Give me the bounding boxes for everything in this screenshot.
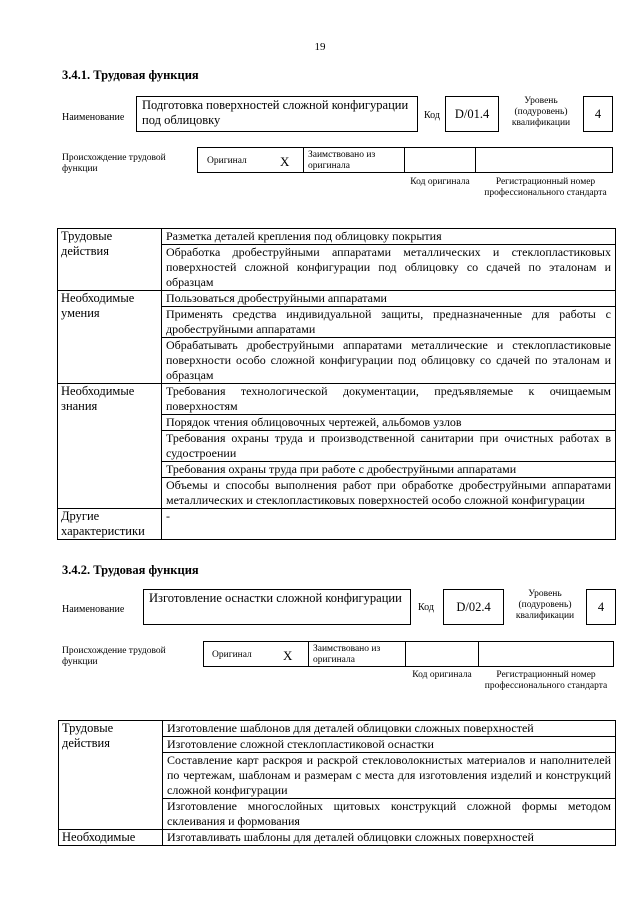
level-label: Уровень (подуровень) квалификации: [515, 589, 575, 621]
row-category: Необходимые знания: [58, 384, 162, 509]
table-row: [58, 229, 616, 245]
row-item: Требования охраны труда при работе с дробеструйными аппаратами: [162, 462, 616, 478]
row-item: Требования охраны труда и производственной санитарии при очистных работах в судостроении: [162, 431, 616, 462]
row-item: Объемы и способы выполнения работ при обработке дробеструйными аппаратами металлических и стеклопластиковых поверхностей особо сложной конфигурации: [162, 478, 616, 509]
origin-label: Происхождение трудовой функции: [62, 646, 166, 667]
function-name-field: Изготовление оснастки сложной конфигурации: [143, 589, 411, 625]
original-mark: X: [283, 648, 293, 663]
row-item: Обработка дробеструйными аппаратами металлических и стеклопластиковых поверхностей сложной конфигурации под облицовку со сдачей по эталонам и образцам: [162, 245, 616, 291]
page-number: 19: [314, 41, 326, 53]
name-label: Наименование: [62, 604, 125, 615]
borrowed-label: Заимствовано из оригинала: [308, 150, 376, 171]
origin-label: Происхождение трудовой функции: [62, 153, 166, 174]
function-code-field: D/02.4: [443, 589, 504, 625]
row-item: Требования технологической документации, предъявляемые к очищаемым поверхностям: [162, 384, 616, 415]
row-item: Применять средства индивидуальной защиты, предназначенные для работы с дробеструйными аппаратами: [162, 307, 616, 338]
function-table: [57, 228, 616, 540]
row-category: Другие характеристики: [58, 509, 162, 540]
name-label: Наименование: [62, 112, 125, 123]
origin-code-caption: Код оригинала: [410, 177, 470, 187]
origin-table: [203, 641, 614, 667]
row-item: Пользоваться дробеструйными аппаратами: [162, 291, 616, 307]
row-item: Обрабатывать дробеструйными аппаратами металлические и стеклопластиковые поверхности особо сложной конфигурации под облицовку со сдачей по эталонам и образцам: [162, 338, 616, 384]
table-row: [59, 830, 616, 846]
level-label: Уровень (подуровень) квалификации: [511, 96, 571, 128]
row-item: Составление карт раскроя и раскрой стекловолокнистых материалов и наполнителей по чертежам, шаблонам и размерам с места для изготовления изделий и конструкций сложной конфигурации: [163, 753, 616, 799]
original-label: Оригинал: [207, 156, 247, 166]
code-label: Код: [418, 602, 434, 613]
section-heading: 3.4.1. Трудовая функция: [62, 68, 199, 82]
origin-table: [197, 147, 613, 173]
borrowed-label: Заимствовано из оригинала: [313, 644, 381, 665]
function-code-field: D/01.4: [445, 96, 499, 132]
origin-code-caption: Код оригинала: [412, 670, 472, 680]
reg-number-caption: Регистрационный номер профессионального стандарта: [484, 177, 607, 198]
original-label: Оригинал: [212, 650, 252, 660]
code-label: Код: [424, 110, 440, 121]
row-item: Изготавливать шаблоны для деталей облицовки сложных поверхностей: [163, 830, 616, 846]
row-category: Трудовые действия: [59, 721, 163, 830]
row-category: Трудовые действия: [58, 229, 162, 291]
row-item: Изготовление шаблонов для деталей облицовки сложных поверхностей: [163, 721, 616, 737]
reg-number-caption: Регистрационный номер профессионального стандарта: [484, 670, 608, 691]
original-mark: X: [280, 154, 290, 169]
qualification-level-field: 4: [586, 589, 616, 625]
row-item: Изготовление многослойных щитовых конструкций сложной формы методом склеивания и формования: [163, 799, 616, 830]
row-item: -: [162, 509, 616, 540]
row-category: Необходимые: [59, 830, 163, 846]
table-row: [58, 384, 616, 415]
row-item: Разметка деталей крепления под облицовку покрытия: [162, 229, 616, 245]
table-row: [58, 291, 616, 307]
table-row: [59, 721, 616, 737]
table-row: [58, 509, 616, 540]
function-name-field: Подготовка поверхностей сложной конфигурации под облицовку: [136, 96, 418, 132]
section-heading: 3.4.2. Трудовая функция: [62, 563, 199, 577]
row-category: Необходимые умения: [58, 291, 162, 384]
function-table: [58, 720, 616, 846]
qualification-level-field: 4: [583, 96, 613, 132]
row-item: Изготовление сложной стеклопластиковой оснастки: [163, 737, 616, 753]
row-item: Порядок чтения облицовочных чертежей, альбомов узлов: [162, 415, 616, 431]
